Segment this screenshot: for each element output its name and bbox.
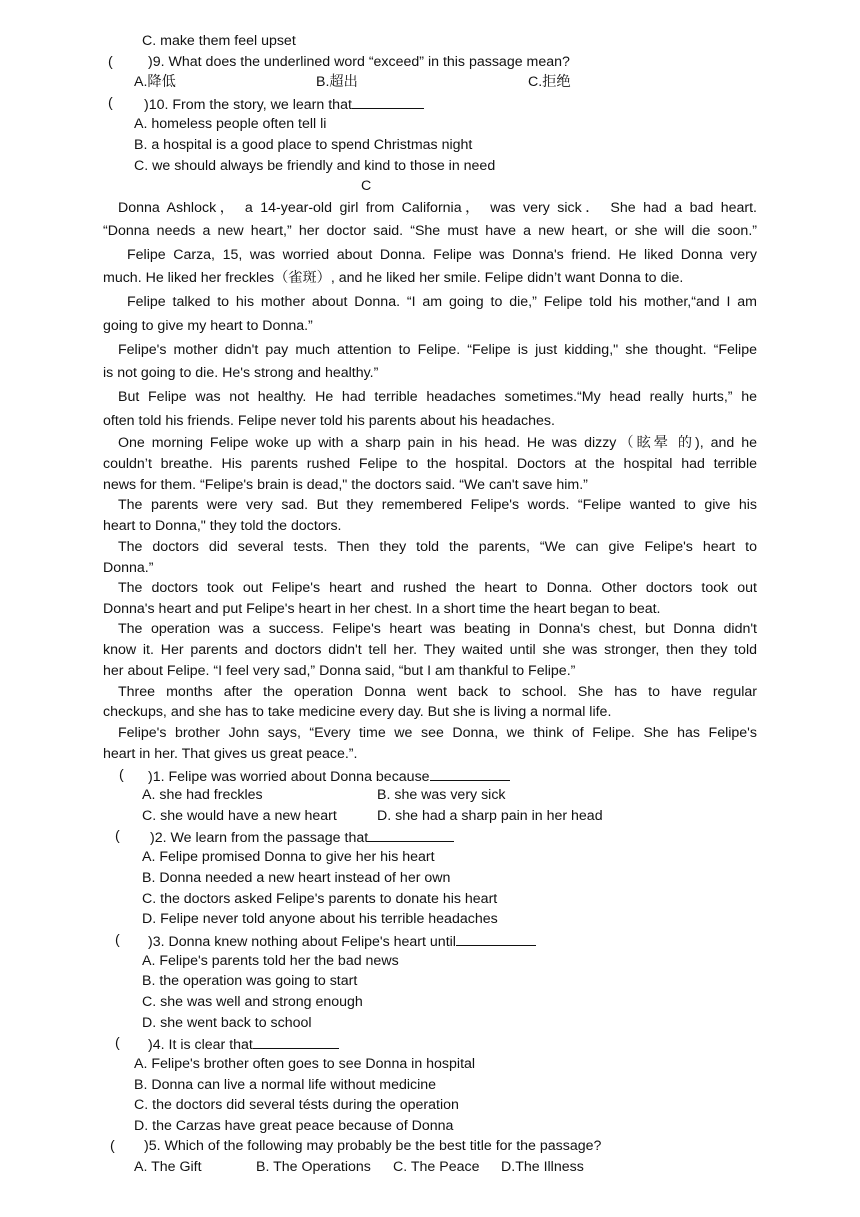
q4-stem: )4. It is clear that bbox=[148, 1037, 253, 1053]
passage-line: The doctors took out Felipe's heart and rushed the heart to Donna. Other doctors took out bbox=[118, 580, 757, 596]
q3-option-d: D. she went back to school bbox=[142, 1015, 312, 1031]
passage-line: much. He liked her freckles（雀斑）, and he liked her smile. Felipe didn’t want Donna to die. bbox=[103, 270, 684, 286]
q4-option-d: D. the Carzas have great peace because of Donna bbox=[134, 1118, 454, 1134]
answer-blank bbox=[456, 933, 536, 946]
q10-answer-paren: ( bbox=[108, 95, 113, 111]
q2-option-a: A. Felipe promised Donna to give her his heart bbox=[142, 849, 435, 865]
q2-answer-paren: ( bbox=[115, 828, 120, 844]
passage-line: Felipe's mother didn't pay much attention to Felipe. “Felipe is just kidding," she thought. “Felipe bbox=[118, 342, 757, 358]
passage-line: One morning Felipe woke up with a sharp pain in his head. He was dizzy（眩晕 的), and he bbox=[118, 435, 757, 451]
q2-option-d: D. Felipe never told anyone about his terrible headaches bbox=[142, 911, 498, 927]
passage-line: checkups, and she has to take medicine every day. But she is living a normal life. bbox=[103, 704, 612, 720]
passage-line: Donna's heart and put Felipe's heart in her chest. In a short time the heart began to beat. bbox=[103, 601, 661, 617]
q3-option-b: B. the operation was going to start bbox=[142, 973, 358, 989]
passage-line: her about Felipe. “I feel very sad,” Donna said, “but I am thankful to Felipe.” bbox=[103, 663, 576, 679]
q5-option-c: C. The Peace bbox=[393, 1159, 480, 1175]
q10-option-c: C. we should always be friendly and kind to those in need bbox=[134, 158, 496, 174]
passage-line: The doctors did several tests. Then they told the parents, “We can give Felipe's heart to bbox=[118, 539, 757, 555]
q9-option-c: C.拒绝 bbox=[528, 74, 571, 90]
q8-option-c: C. make them feel upset bbox=[142, 33, 296, 49]
q4-answer-paren: ( bbox=[115, 1035, 120, 1051]
passage-line: The operation was a success. Felipe's heart was beating in Donna's chest, but Donna didn't bbox=[118, 621, 757, 637]
q2-stem-row bbox=[150, 829, 454, 845]
q1-stem-row bbox=[148, 768, 510, 784]
answer-blank bbox=[352, 96, 424, 109]
q4-option-b: B. Donna can live a normal life without medicine bbox=[134, 1077, 437, 1093]
passage-line: know it. Her parents and doctors didn't tell her. They waited until she was stronger, then they told bbox=[103, 642, 757, 658]
passage-line: heart to Donna," they told the doctors. bbox=[103, 518, 342, 534]
passage-line: The parents were very sad. But they remembered Felipe's words. “Felipe wanted to give his bbox=[118, 497, 757, 513]
passage-line: “Donna needs a new heart,” her doctor said. “She must have a new heart, or she will die soon.” bbox=[103, 223, 757, 239]
passage-line: news for them. “Felipe's brain is dead," the doctors said. “We can't save him.” bbox=[103, 477, 588, 493]
q9-option-b: B.超出 bbox=[316, 74, 358, 90]
passage-line: going to give my heart to Donna.” bbox=[103, 318, 313, 334]
q1-option-a: A. she had freckles bbox=[142, 787, 263, 803]
q4-stem-row bbox=[148, 1036, 339, 1052]
q3-option-c: C. she was well and strong enough bbox=[142, 994, 363, 1010]
q1-answer-paren: ( bbox=[119, 767, 124, 783]
q4-option-c: C. the doctors did several tésts during the operation bbox=[134, 1097, 459, 1113]
passage-line: is not going to die. He's strong and healthy.” bbox=[103, 365, 379, 381]
passage-line: Donna.” bbox=[103, 560, 154, 576]
passage-line: Felipe Carza, 15, was worried about Donna. Felipe was Donna's friend. He liked Donna very bbox=[127, 247, 757, 263]
q5-option-a: A. The Gift bbox=[134, 1159, 202, 1175]
q10-option-b: B. a hospital is a good place to spend Christmas night bbox=[134, 137, 473, 153]
q2-option-c: C. the doctors asked Felipe's parents to donate his heart bbox=[142, 891, 498, 907]
q2-stem: )2. We learn from the passage that bbox=[150, 830, 369, 846]
passage-line: Donna Ashlock， a 14-year-old girl from California， was very sick． She had a bad heart. bbox=[118, 200, 757, 216]
q3-answer-paren: ( bbox=[115, 932, 120, 948]
passage-heading: C bbox=[361, 178, 372, 194]
q10-stem: )10. From the story, we learn that bbox=[144, 97, 352, 113]
answer-blank bbox=[430, 768, 510, 781]
q1-option-b: B. she was very sick bbox=[377, 787, 506, 803]
q3-stem: )3. Donna knew nothing about Felipe's heart until bbox=[148, 934, 456, 950]
q4-option-a: A. Felipe's brother often goes to see Donna in hospital bbox=[134, 1056, 476, 1072]
q1-stem: )1. Felipe was worried about Donna because bbox=[148, 769, 430, 785]
q1-option-d: D. she had a sharp pain in her head bbox=[377, 808, 603, 824]
q5-stem: )5. Which of the following may probably be the best title for the passage? bbox=[144, 1138, 602, 1154]
passage-line: heart in her. That gives us great peace.”. bbox=[103, 746, 358, 762]
answer-blank bbox=[368, 829, 454, 842]
q5-option-b: B. The Operations bbox=[256, 1159, 371, 1175]
passage-line: Three months after the operation Donna went back to school. She has to have regular bbox=[118, 684, 757, 700]
q2-option-b: B. Donna needed a new heart instead of her own bbox=[142, 870, 451, 886]
q1-option-c: C. she would have a new heart bbox=[142, 808, 337, 824]
q9-answer-paren: ( bbox=[108, 54, 113, 70]
passage-line: couldn’t breathe. His parents rushed Felipe to the hospital. Doctors at the hospital had terrible bbox=[103, 456, 757, 472]
passage-line: often told his friends. Felipe never told his parents about his headaches. bbox=[103, 413, 555, 429]
q5-option-d: D.The Illness bbox=[501, 1159, 584, 1175]
passage-line: But Felipe was not healthy. He had terrible headaches sometimes.“My head really hurts,” he bbox=[118, 389, 757, 405]
answer-blank bbox=[253, 1036, 339, 1049]
q5-answer-paren: ( bbox=[110, 1138, 115, 1154]
q10-stem-row bbox=[144, 96, 424, 112]
q3-stem-row bbox=[148, 933, 536, 949]
q3-option-a: A. Felipe's parents told her the bad news bbox=[142, 953, 399, 969]
passage-line: Felipe talked to his mother about Donna. “I am going to die,” Felipe told his mother,“and I am bbox=[127, 294, 757, 310]
q9-option-a: A.降低 bbox=[134, 74, 176, 90]
q10-option-a: A. homeless people often tell li bbox=[134, 116, 327, 132]
passage-line: Felipe's brother John says, “Every time we see Donna, we think of Felipe. She has Felipe's bbox=[118, 725, 757, 741]
q9-stem: )9. What does the underlined word “exceed” in this passage mean? bbox=[148, 54, 570, 70]
